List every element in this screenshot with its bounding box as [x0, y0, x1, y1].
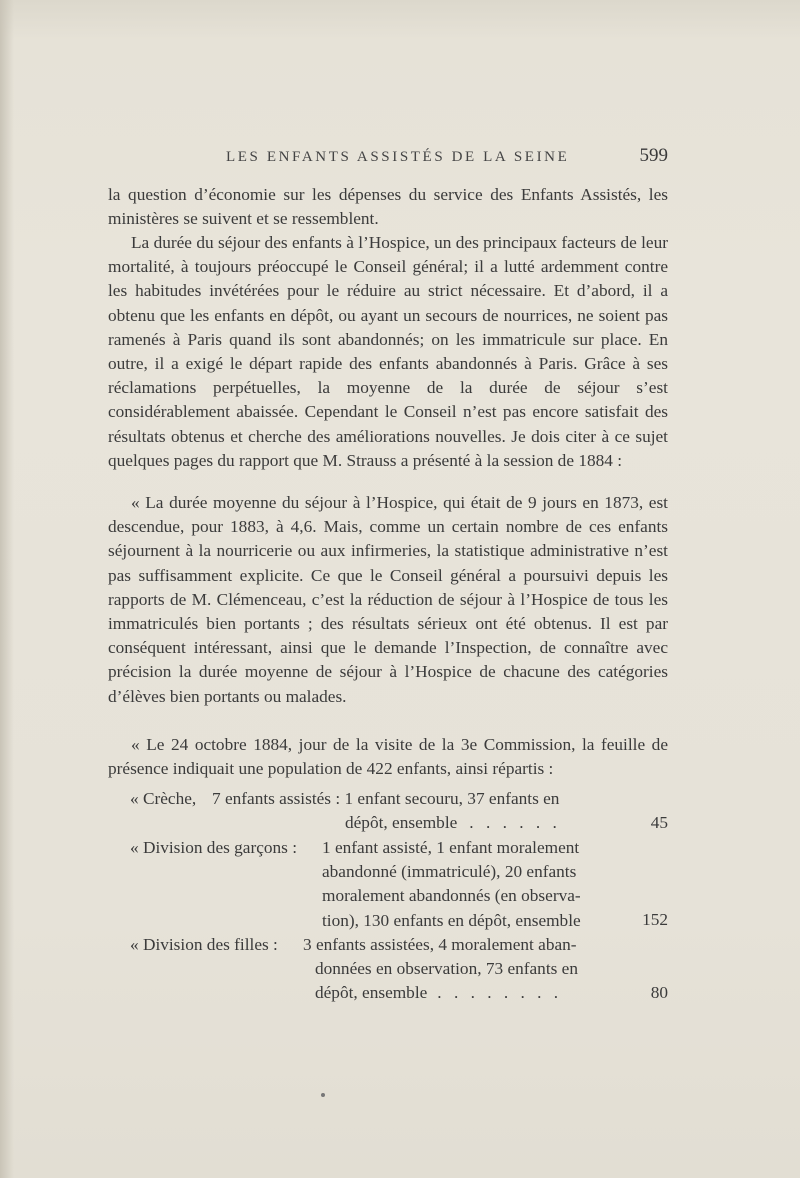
list-item-body: [322, 836, 622, 933]
list-item-total: 152: [642, 910, 668, 929]
list-item-line: [303, 981, 623, 1005]
list-item-total: 80: [650, 983, 668, 1002]
list-item-label: « Crèche,: [130, 789, 197, 808]
list-item-line: moralement abandonnés (en observa-: [322, 886, 581, 906]
paragraph-1: [108, 183, 668, 231]
paragraph-4: [108, 733, 668, 781]
list-item-line: abandonné (immatriculé), 20 enfants: [322, 862, 577, 882]
running-title: LES ENFANTS ASSISTÉS DE LA SEINE: [226, 149, 570, 165]
dot-leader: . . . . . . . .: [437, 983, 563, 1003]
list-item-garcons: [130, 836, 668, 933]
list-item-line: [212, 811, 622, 835]
paragraph-text: « La durée moyenne du séjour à l’Hospice, qui était de 9 jours en 1873, est descendue, pour 1883, à 4,6. Mais, comme un certain nombre de ces enfants séjournent à la nourricerie ou aux infirmeries, la statistique administrative n’est pas suffisamment explicite. Ce que le Conseil général a poursuivi depuis les rapports de M. Clémenceau, c’est la réduction de séjour à l’Hospice de tous les immatriculés bien portants ; des résultats sérieux ont été obtenus. Il est par conséquent intéressant, ainsi que le demande l’Inspection, de connaître avec précision la durée moyenne de séjour à l’Hospice de chacune des catégories d’élèves bien portants ou malades.: [108, 493, 668, 706]
paragraph-text: La durée du séjour des enfants à l’Hospice, un des principaux facteurs de leur mortalité, à toujours préoccupé le Conseil général; il a lutté ardemment contre les habitudes invétérées pour le réduire au strict nécessaire. Et d’abord, il a obtenu que les enfants en dépôt, ou ayant un secours de nourrices, ne soient pas ramenés à Paris quand ils sont abandonnés; on les immatricule sur place. En outre, il a exigé le départ rapide des enfants abandonnés à Paris. Grâce à ses réclamations perpétuelles, la moyenne de la durée de séjour s’est considérablement abaissée. Cependant le Conseil n’est pas encore satisfait des résultats obtenus et cherche des améliorations nouvelles. Je dois citer à ce sujet quelques pages du rapport que M. Strauss a présenté à la session de 1884 :: [108, 233, 668, 470]
list-item-total: 45: [650, 813, 668, 832]
list-item-filles: [130, 933, 668, 1006]
list-item-label: « Division des filles :: [130, 935, 278, 954]
list-item-line: 7 enfants assistés : 1 enfant secouru, 37 enfants en: [212, 789, 560, 808]
list-item-creche: [130, 787, 668, 835]
list-item-line: tion), 130 enfants en dépôt, ensemble: [322, 910, 581, 930]
list-item-body: [212, 787, 622, 835]
list-item-body: [303, 933, 623, 1006]
dot-leader: . . . . . .: [469, 813, 561, 833]
list-item-line-text: dépôt, ensemble: [315, 983, 428, 1003]
page-number: 599: [639, 145, 668, 166]
list-item-line: données en observation, 73 enfants en: [315, 959, 578, 979]
page-edge-shadow: [0, 0, 14, 1178]
paragraph-2: [108, 231, 668, 473]
ink-speck: [321, 1093, 325, 1097]
list-item-line: 3 enfants assistées, 4 moralement aban-: [303, 935, 577, 954]
running-header: [108, 143, 668, 171]
paragraph-text: la question d’économie sur les dépenses du service des Enfants Assistés, les ministères se suivent et se ressemblent.: [108, 185, 668, 229]
list-item-line-text: dépôt, ensemble: [345, 813, 458, 833]
list-item-label: « Division des garçons :: [130, 838, 298, 857]
paragraph-text: « Le 24 octobre 1884, jour de la visite de la 3e Commission, la feuille de présence indiquait une population de 422 enfants, ainsi répartis :: [108, 735, 668, 779]
paragraph-3: [108, 491, 668, 709]
list-item-line: 1 enfant assisté, 1 enfant moralement: [322, 838, 580, 857]
